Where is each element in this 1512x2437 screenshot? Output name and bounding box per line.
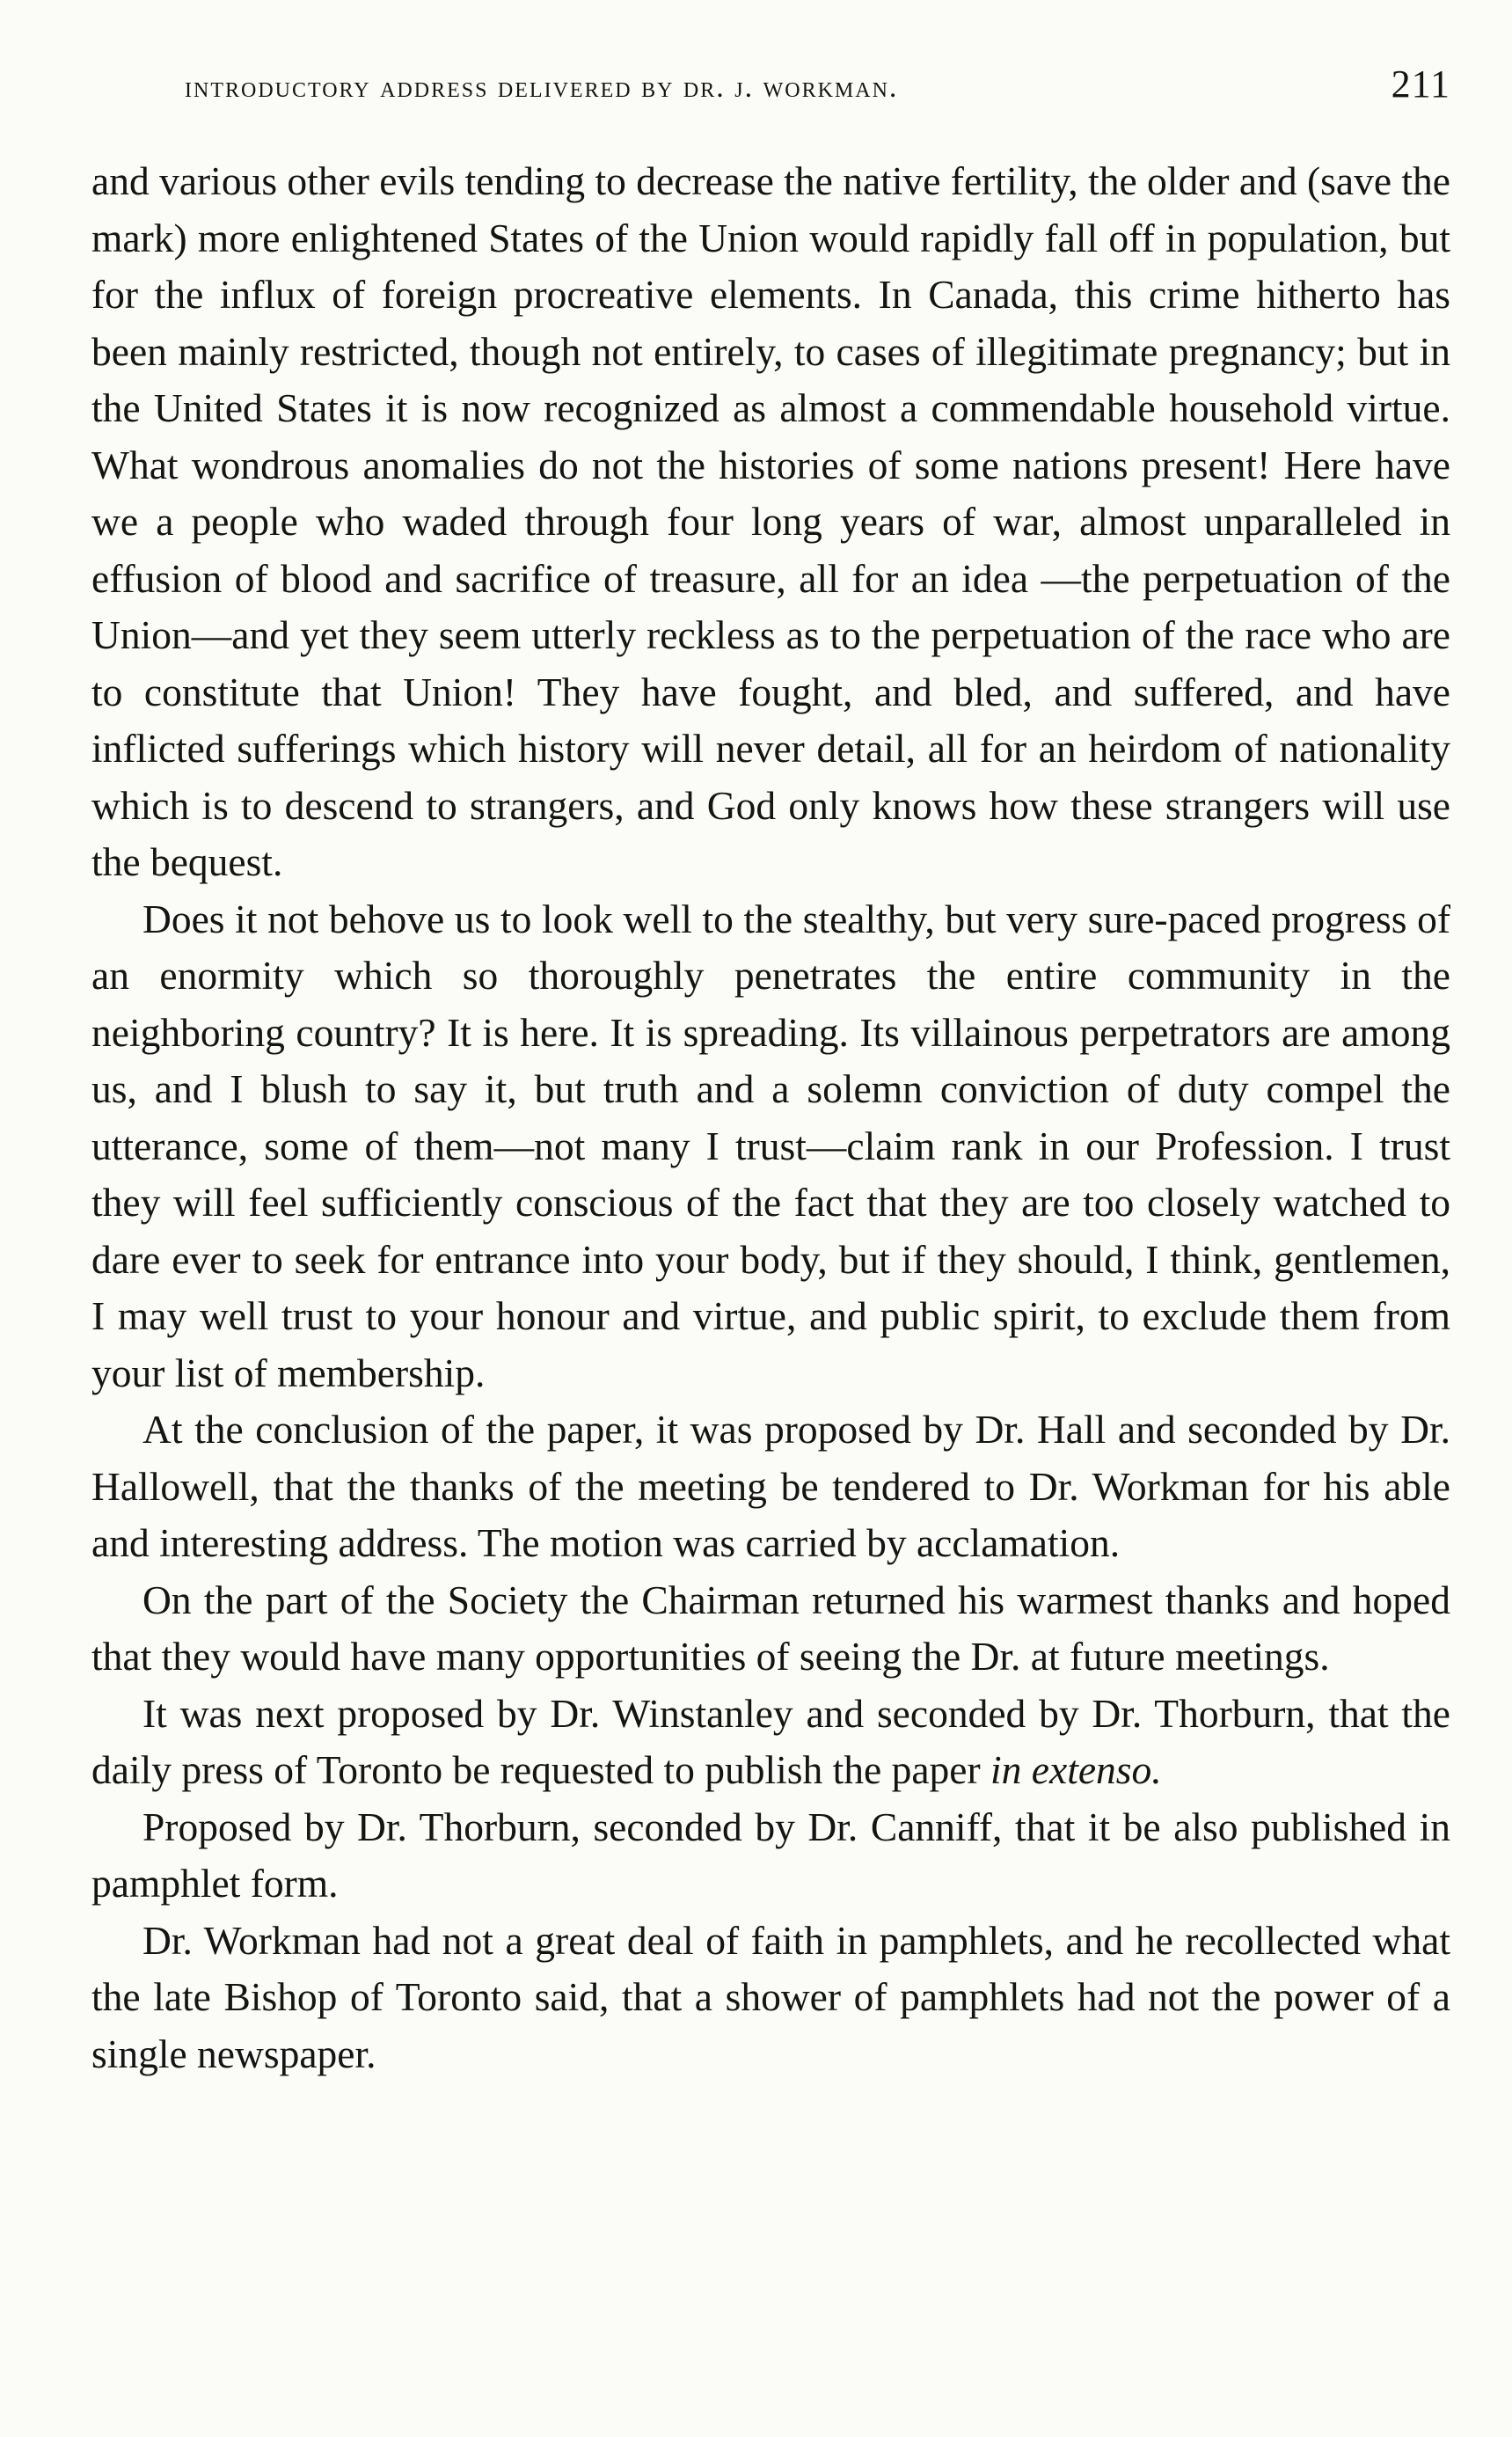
paragraph-1: and various other evils tending to decrease the native fertility, the older and (save the mark) more enlightened States of the Union would rapidly fall off in population, but for the influx of foreign procreative elements. In Canada, this crime hitherto has been mainly restricted, though not entirely, to cases of illegitimate pregnancy; but in the United States it is now recognized as almost a commendable household virtue. What wondrous anomalies do not the histories of some nations present! Here have we a people who waded through four long years of war, almost unparalleled in effusion of blood and sacrifice of treasure, all for an idea —the perpetuation of the Union—and yet they seem utterly reckless as to the perpetuation of the race who are to constitute that Union! They have fought, and bled, and suffered, and have inflicted sufferings which history will never detail, all for an heirdom of nationality which is to descend to strangers, and God only knows how these strangers will use the bequest.: [91, 158, 1450, 884]
paragraph-5: [91, 1686, 1450, 1799]
body-text: [91, 153, 1450, 2082]
paragraph-5-text: It was next proposed by Dr. Winstanley and seconded by Dr. Thorburn, that the daily press of Toronto be requested to publish the paper: [91, 1690, 1450, 1792]
page-number: 211: [1391, 62, 1450, 106]
paragraph-3: At the conclusion of the paper, it was proposed by Dr. Hall and seconded by Dr. Hallowell, that the thanks of the meeting be tendered to Dr. Workman for his able and interesting address. The motion was carried by acclamation.: [91, 1407, 1450, 1565]
paragraph-6: Proposed by Dr. Thorburn, seconded by Dr. Canniff, that it be also published in pamphlet form.: [91, 1804, 1450, 1906]
paragraph-2: Does it not behove us to look well to the stealthy, but very sure-paced progress of an enormity which so thoroughly penetrates the entire community in the neighboring country? It is here. It is spreading. Its villainous perpetrators are among us, and I blush to say it, but truth and a solemn conviction of duty compel the utterance, some of them—not many I trust—claim rank in our Profession. I trust they will feel sufficiently conscious of the fact that they are too closely watched to dare ever to seek for entrance into your body, but if they should, I think, gentlemen, I may well trust to your honour and virtue, and public spirit, to exclude them from your list of membership.: [91, 896, 1450, 1395]
paragraph-7: Dr. Workman had not a great deal of faith in pamphlets, and he recollected what the late Bishop of Toronto said, that a shower of pamphlets had not the power of a single newspaper.: [91, 1917, 1450, 2076]
running-header: [185, 62, 1450, 113]
running-title: introductory address delivered by dr. j. workman.: [185, 71, 899, 104]
paragraph-5-italic: in extenso.: [990, 1747, 1162, 1792]
document-page: [91, 62, 1450, 2082]
paragraph-4: On the part of the Society the Chairman returned his warmest thanks and hoped that they would have many opportunities of seeing the Dr. at future meetings.: [91, 1577, 1450, 1679]
